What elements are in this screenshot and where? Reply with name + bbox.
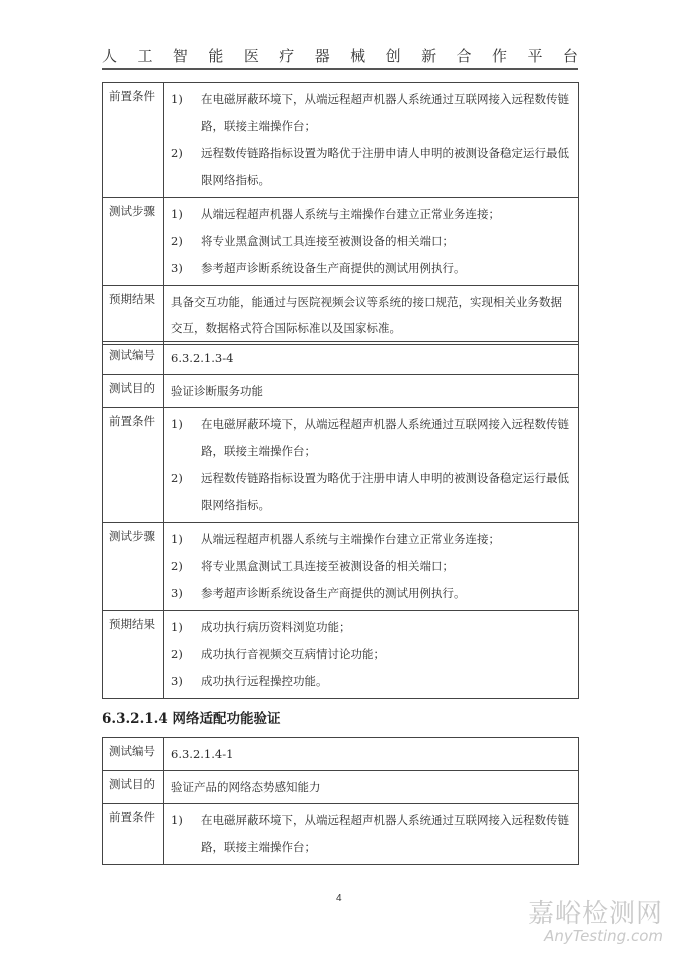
cell-value <box>164 286 579 345</box>
page-header <box>102 40 578 70</box>
item-text: 从端远程超声机器人系统与主端操作台建立正常业务连接； <box>201 532 500 546</box>
list-item <box>171 465 572 519</box>
watermark-logo <box>528 900 663 944</box>
item-number: 3) <box>171 586 183 600</box>
header-char: 能 <box>208 47 224 65</box>
item-text: 成功执行远程操控功能。 <box>201 674 328 688</box>
item-number: 2) <box>171 559 183 573</box>
cell-value <box>164 523 579 611</box>
cell-label: 测试目的 <box>103 771 164 804</box>
cell-value <box>164 83 579 198</box>
list-item <box>171 807 572 861</box>
test-table-continued <box>102 82 579 345</box>
item-text: 在电磁屏蔽环境下，从端远程超声机器人系统通过互联网接入远程数传链路，联接主端操作台； <box>201 92 569 133</box>
item-text: 成功执行病历资料浏览功能； <box>201 620 351 634</box>
header-char: 作 <box>491 47 507 65</box>
item-text: 成功执行音视频交互病情讨论功能； <box>201 647 385 661</box>
cell-value <box>164 408 579 523</box>
header-char: 医 <box>243 47 259 65</box>
item-number: 1) <box>171 620 183 634</box>
row-preconditions <box>103 408 579 523</box>
item-text: 将专业黑盒测试工具连接至被测设备的相关端口； <box>201 559 454 573</box>
test-id: 6.3.2.1.3-4 <box>171 351 234 365</box>
row-purpose <box>103 375 579 408</box>
item-text: 在电磁屏蔽环境下，从端远程超声机器人系统通过互联网接入远程数传链路，联接主端操作台； <box>201 813 569 854</box>
cell-label: 预期结果 <box>103 286 164 345</box>
header-char: 合 <box>456 47 472 65</box>
cell-label: 预期结果 <box>103 611 164 699</box>
row-expected <box>103 286 579 345</box>
row-preconditions <box>103 804 579 865</box>
expected-text: 具备交互功能，能通过与医院视频会议等系统的接口规范，实现相关业务数据交互，数据格式符合国际标准以及国家标准。 <box>171 295 562 335</box>
cell-label: 测试步骤 <box>103 523 164 611</box>
list-item <box>171 526 572 553</box>
row-steps <box>103 523 579 611</box>
item-number: 3) <box>171 674 183 688</box>
item-number: 1) <box>171 417 183 431</box>
header-char: 人 <box>102 47 118 65</box>
item-text: 参考超声诊断系统设备生产商提供的测试用例执行。 <box>201 586 466 600</box>
section-heading: 6.3.2.1.4 网络适配功能验证 <box>102 711 281 727</box>
list-item <box>171 201 572 228</box>
item-number: 2) <box>171 146 183 160</box>
list-item <box>171 86 572 140</box>
header-char: 工 <box>137 47 153 65</box>
header-char: 平 <box>527 47 543 65</box>
test-purpose: 验证产品的网络态势感知能力 <box>171 780 321 794</box>
cell-value <box>164 771 579 804</box>
test-purpose: 验证诊断服务功能 <box>171 384 263 398</box>
cell-label: 前置条件 <box>103 83 164 198</box>
item-text: 参考超声诊断系统设备生产商提供的测试用例执行。 <box>201 261 466 275</box>
row-steps <box>103 198 579 286</box>
list-item <box>171 411 572 465</box>
item-number: 3) <box>171 261 183 275</box>
cell-value <box>164 611 579 699</box>
test-id: 6.3.2.1.4-1 <box>171 747 234 761</box>
item-text: 从端远程超声机器人系统与主端操作台建立正常业务连接； <box>201 207 500 221</box>
header-char: 新 <box>421 47 437 65</box>
item-text: 将专业黑盒测试工具连接至被测设备的相关端口； <box>201 234 454 248</box>
row-expected <box>103 611 579 699</box>
cell-value <box>164 198 579 286</box>
list-item <box>171 140 572 194</box>
cell-label: 前置条件 <box>103 408 164 523</box>
list-item <box>171 553 572 580</box>
item-number: 2) <box>171 471 183 485</box>
list-item <box>171 580 572 607</box>
cell-value <box>164 738 579 771</box>
list-item <box>171 228 572 255</box>
item-text: 远程数传链路指标设置为略优于注册申请人申明的被测设备稳定运行最低限网络指标。 <box>201 471 569 512</box>
header-char: 器 <box>314 47 330 65</box>
item-number: 2) <box>171 234 183 248</box>
item-number: 2) <box>171 647 183 661</box>
page-number: 4 <box>336 893 342 904</box>
item-number: 1) <box>171 92 183 106</box>
item-text: 在电磁屏蔽环境下，从端远程超声机器人系统通过互联网接入远程数传链路，联接主端操作台； <box>201 417 569 458</box>
item-number: 1) <box>171 207 183 221</box>
list-item <box>171 255 572 282</box>
header-char: 疗 <box>279 47 295 65</box>
item-number: 1) <box>171 532 183 546</box>
cell-label: 测试步骤 <box>103 198 164 286</box>
list-item <box>171 668 572 695</box>
header-char: 台 <box>562 47 578 65</box>
cell-label: 测试目的 <box>103 375 164 408</box>
header-char: 智 <box>172 47 188 65</box>
list-item <box>171 614 572 641</box>
row-purpose <box>103 771 579 804</box>
row-test-id <box>103 738 579 771</box>
item-number: 1) <box>171 813 183 827</box>
cell-label: 前置条件 <box>103 804 164 865</box>
watermark-cn: 嘉峪检测网 <box>528 899 664 929</box>
list-item <box>171 641 572 668</box>
row-preconditions <box>103 83 579 198</box>
cell-value <box>164 375 579 408</box>
item-text: 远程数传链路指标设置为略优于注册申请人申明的被测设备稳定运行最低限网络指标。 <box>201 146 569 187</box>
test-table-6-3-2-1-3-4 <box>102 341 579 699</box>
row-test-id <box>103 342 579 375</box>
cell-label: 测试编号 <box>103 738 164 771</box>
cell-label: 测试编号 <box>103 342 164 375</box>
header-char: 械 <box>350 47 366 65</box>
watermark-en: AnyTesting.com <box>544 927 664 945</box>
cell-value <box>164 342 579 375</box>
cell-value <box>164 804 579 865</box>
test-table-6-3-2-1-4-1 <box>102 737 579 865</box>
header-char: 创 <box>385 47 401 65</box>
